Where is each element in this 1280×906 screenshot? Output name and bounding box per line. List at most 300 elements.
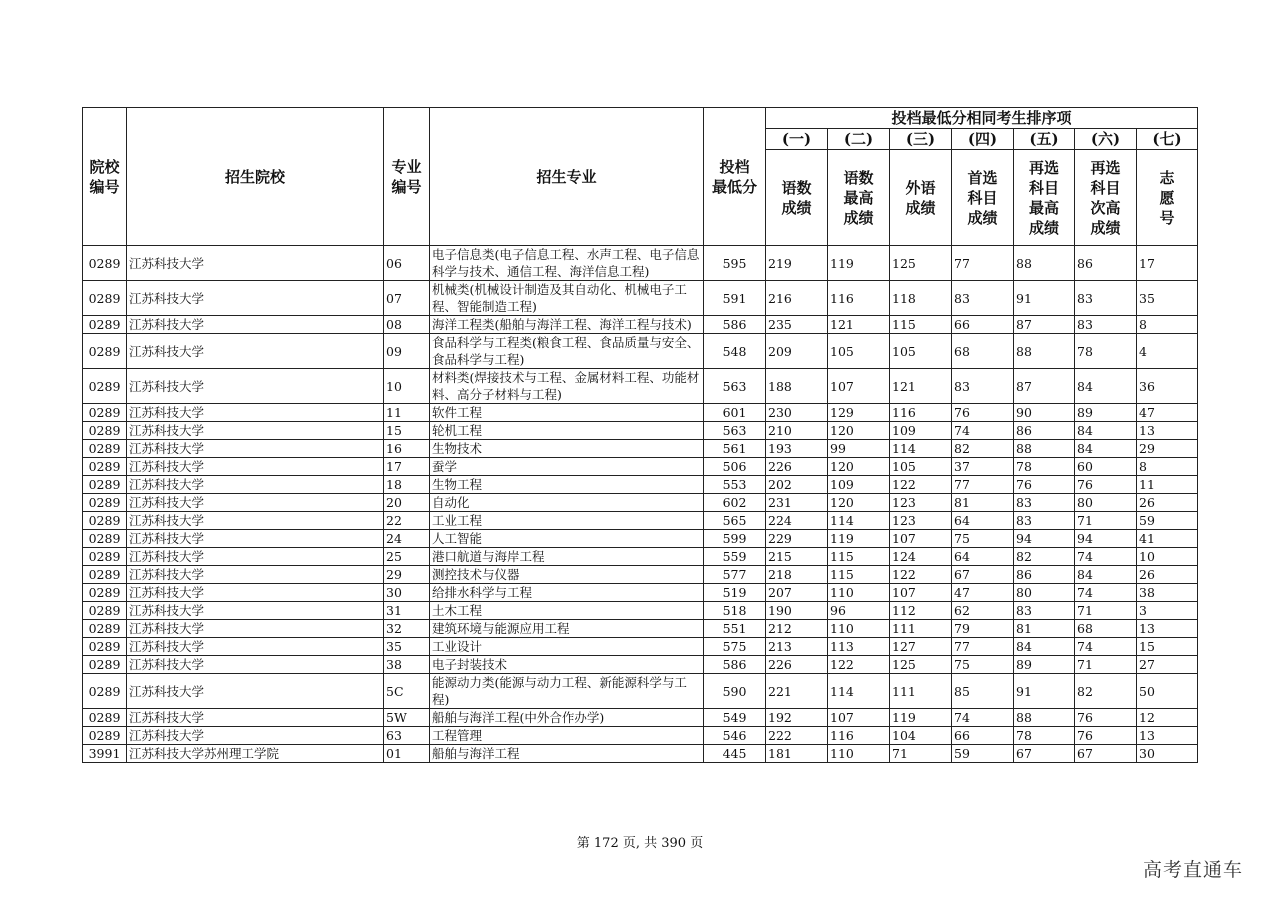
table-body (83, 246, 1198, 763)
tiebreak-value-cell: 74 (952, 422, 1014, 440)
header-min-score: 投档 最低分 (704, 108, 766, 246)
tiebreak-value-cell: 11 (1137, 476, 1198, 494)
tiebreak-value-cell: 99 (828, 440, 890, 458)
tiebreak-value-cell: 59 (952, 745, 1014, 763)
tiebreak-value-cell: 17 (1137, 246, 1198, 281)
min-score-cell: 602 (704, 494, 766, 512)
major-name-cell: 机械类(机械设计制造及其自动化、机械电子工程、智能制造工程) (430, 281, 704, 316)
tiebreak-value-cell: 86 (1075, 246, 1137, 281)
tiebreak-value-cell: 115 (828, 548, 890, 566)
tiebreak-value-cell: 71 (1075, 656, 1137, 674)
school-code-cell: 0289 (83, 440, 127, 458)
tiebreak-value-cell: 47 (1137, 404, 1198, 422)
major-code-cell: 35 (384, 638, 430, 656)
tiebreak-value-cell: 129 (828, 404, 890, 422)
school-name-cell: 江苏科技大学苏州理工学院 (127, 745, 384, 763)
table-row (83, 494, 1198, 512)
tiebreak-value-cell: 83 (1014, 512, 1075, 530)
tiebreak-value-cell: 74 (1075, 548, 1137, 566)
tiebreak-value-cell: 78 (1014, 458, 1075, 476)
table-row (83, 404, 1198, 422)
school-name-cell: 江苏科技大学 (127, 422, 384, 440)
tiebreak-value-cell: 66 (952, 727, 1014, 745)
header-major-name: 招生专业 (430, 108, 704, 246)
tiebreak-value-cell: 82 (1014, 548, 1075, 566)
tiebreak-value-cell: 13 (1137, 422, 1198, 440)
tiebreak-value-cell: 88 (1014, 246, 1075, 281)
major-name-cell: 海洋工程类(船舶与海洋工程、海洋工程与技术) (430, 316, 704, 334)
tiebreak-value-cell: 124 (890, 548, 952, 566)
header-tiebreak-item: 语数 最高 成绩 (828, 150, 890, 246)
tiebreak-value-cell: 110 (828, 620, 890, 638)
table-row (83, 727, 1198, 745)
major-code-cell: 01 (384, 745, 430, 763)
tiebreak-value-cell: 107 (828, 369, 890, 404)
school-code-cell: 0289 (83, 404, 127, 422)
tiebreak-value-cell: 119 (890, 709, 952, 727)
admission-score-table (82, 107, 1198, 763)
header-tiebreak-item: 志 愿 号 (1137, 150, 1198, 246)
major-name-cell: 软件工程 (430, 404, 704, 422)
min-score-cell: 549 (704, 709, 766, 727)
tiebreak-value-cell: 121 (890, 369, 952, 404)
min-score-cell: 601 (704, 404, 766, 422)
page-footer: 第 172 页, 共 390 页 (576, 836, 704, 851)
school-code-cell: 0289 (83, 566, 127, 584)
min-score-cell: 595 (704, 246, 766, 281)
min-score-cell: 591 (704, 281, 766, 316)
tiebreak-value-cell: 105 (890, 334, 952, 369)
tiebreak-value-cell: 115 (890, 316, 952, 334)
tiebreak-value-cell: 64 (952, 512, 1014, 530)
table-row (83, 584, 1198, 602)
school-code-cell: 0289 (83, 512, 127, 530)
table-row (83, 566, 1198, 584)
major-name-cell: 港口航道与海岸工程 (430, 548, 704, 566)
table-row (83, 620, 1198, 638)
major-code-cell: 25 (384, 548, 430, 566)
tiebreak-value-cell: 116 (828, 727, 890, 745)
header-tiebreak-num: (二) (828, 129, 890, 150)
min-score-cell: 599 (704, 530, 766, 548)
tiebreak-value-cell: 84 (1014, 638, 1075, 656)
tiebreak-value-cell: 91 (1014, 281, 1075, 316)
school-code-cell: 3991 (83, 745, 127, 763)
min-score-cell: 551 (704, 620, 766, 638)
tiebreak-value-cell: 26 (1137, 566, 1198, 584)
tiebreak-value-cell: 35 (1137, 281, 1198, 316)
tiebreak-value-cell: 86 (1014, 422, 1075, 440)
major-name-cell: 能源动力类(能源与动力工程、新能源科学与工程) (430, 674, 704, 709)
header-tiebreak-num: (六) (1075, 129, 1137, 150)
school-name-cell: 江苏科技大学 (127, 638, 384, 656)
major-code-cell: 5W (384, 709, 430, 727)
tiebreak-value-cell: 13 (1137, 620, 1198, 638)
tiebreak-value-cell: 120 (828, 458, 890, 476)
tiebreak-value-cell: 86 (1014, 566, 1075, 584)
major-code-cell: 16 (384, 440, 430, 458)
tiebreak-value-cell: 215 (766, 548, 828, 566)
major-name-cell: 建筑环境与能源应用工程 (430, 620, 704, 638)
school-code-cell: 0289 (83, 656, 127, 674)
school-name-cell: 江苏科技大学 (127, 548, 384, 566)
tiebreak-value-cell: 125 (890, 656, 952, 674)
tiebreak-value-cell: 27 (1137, 656, 1198, 674)
school-name-cell: 江苏科技大学 (127, 334, 384, 369)
tiebreak-value-cell: 125 (890, 246, 952, 281)
school-code-cell: 0289 (83, 530, 127, 548)
tiebreak-value-cell: 41 (1137, 530, 1198, 548)
table-row (83, 316, 1198, 334)
school-code-cell: 0289 (83, 674, 127, 709)
header-tiebreak-item: 再选 科目 最高 成绩 (1014, 150, 1075, 246)
min-score-cell: 586 (704, 656, 766, 674)
major-code-cell: 30 (384, 584, 430, 602)
tiebreak-value-cell: 231 (766, 494, 828, 512)
major-code-cell: 63 (384, 727, 430, 745)
tiebreak-value-cell: 38 (1137, 584, 1198, 602)
major-code-cell: 32 (384, 620, 430, 638)
major-code-cell: 18 (384, 476, 430, 494)
tiebreak-value-cell: 88 (1014, 440, 1075, 458)
tiebreak-value-cell: 68 (952, 334, 1014, 369)
tiebreak-value-cell: 74 (952, 709, 1014, 727)
tiebreak-value-cell: 202 (766, 476, 828, 494)
min-score-cell: 445 (704, 745, 766, 763)
tiebreak-value-cell: 82 (952, 440, 1014, 458)
tiebreak-value-cell: 85 (952, 674, 1014, 709)
tiebreak-value-cell: 76 (952, 404, 1014, 422)
tiebreak-value-cell: 213 (766, 638, 828, 656)
school-name-cell: 江苏科技大学 (127, 530, 384, 548)
school-code-cell: 0289 (83, 727, 127, 745)
tiebreak-value-cell: 83 (1075, 281, 1137, 316)
tiebreak-value-cell: 13 (1137, 727, 1198, 745)
table-row (83, 512, 1198, 530)
tiebreak-value-cell: 88 (1014, 709, 1075, 727)
school-name-cell: 江苏科技大学 (127, 674, 384, 709)
tiebreak-value-cell: 109 (890, 422, 952, 440)
table-row (83, 709, 1198, 727)
tiebreak-value-cell: 229 (766, 530, 828, 548)
tiebreak-value-cell: 83 (1014, 602, 1075, 620)
tiebreak-value-cell: 88 (1014, 334, 1075, 369)
major-code-cell: 11 (384, 404, 430, 422)
tiebreak-value-cell: 81 (952, 494, 1014, 512)
school-code-cell: 0289 (83, 476, 127, 494)
major-code-cell: 17 (384, 458, 430, 476)
tiebreak-value-cell: 105 (828, 334, 890, 369)
school-name-cell: 江苏科技大学 (127, 512, 384, 530)
tiebreak-value-cell: 36 (1137, 369, 1198, 404)
tiebreak-value-cell: 192 (766, 709, 828, 727)
school-code-cell: 0289 (83, 281, 127, 316)
tiebreak-value-cell: 29 (1137, 440, 1198, 458)
school-name-cell: 江苏科技大学 (127, 602, 384, 620)
header-tiebreak-num: (一) (766, 129, 828, 150)
school-name-cell: 江苏科技大学 (127, 404, 384, 422)
tiebreak-value-cell: 188 (766, 369, 828, 404)
header-tiebreak-group: 投档最低分相同考生排序项 (766, 108, 1198, 129)
major-name-cell: 给排水科学与工程 (430, 584, 704, 602)
major-code-cell: 29 (384, 566, 430, 584)
header-tiebreak-item: 外语 成绩 (890, 150, 952, 246)
tiebreak-value-cell: 80 (1075, 494, 1137, 512)
major-name-cell: 材料类(焊接技术与工程、金属材料工程、功能材料、高分子材料与工程) (430, 369, 704, 404)
tiebreak-value-cell: 83 (952, 281, 1014, 316)
tiebreak-value-cell: 212 (766, 620, 828, 638)
tiebreak-value-cell: 50 (1137, 674, 1198, 709)
school-code-cell: 0289 (83, 709, 127, 727)
school-name-cell: 江苏科技大学 (127, 620, 384, 638)
tiebreak-value-cell: 94 (1075, 530, 1137, 548)
tiebreak-value-cell: 123 (890, 494, 952, 512)
tiebreak-value-cell: 112 (890, 602, 952, 620)
tiebreak-value-cell: 64 (952, 548, 1014, 566)
table-row (83, 745, 1198, 763)
school-code-cell: 0289 (83, 494, 127, 512)
tiebreak-value-cell: 120 (828, 422, 890, 440)
school-code-cell: 0289 (83, 458, 127, 476)
tiebreak-value-cell: 123 (890, 512, 952, 530)
school-code-cell: 0289 (83, 246, 127, 281)
tiebreak-value-cell: 89 (1014, 656, 1075, 674)
tiebreak-value-cell: 76 (1075, 709, 1137, 727)
tiebreak-value-cell: 181 (766, 745, 828, 763)
tiebreak-value-cell: 68 (1075, 620, 1137, 638)
table-row (83, 458, 1198, 476)
tiebreak-value-cell: 104 (890, 727, 952, 745)
school-code-cell: 0289 (83, 602, 127, 620)
school-code-cell: 0289 (83, 369, 127, 404)
tiebreak-value-cell: 76 (1075, 727, 1137, 745)
min-score-cell: 548 (704, 334, 766, 369)
tiebreak-value-cell: 230 (766, 404, 828, 422)
tiebreak-value-cell: 26 (1137, 494, 1198, 512)
tiebreak-value-cell: 118 (890, 281, 952, 316)
tiebreak-value-cell: 224 (766, 512, 828, 530)
school-name-cell: 江苏科技大学 (127, 440, 384, 458)
school-name-cell: 江苏科技大学 (127, 584, 384, 602)
major-code-cell: 24 (384, 530, 430, 548)
tiebreak-value-cell: 110 (828, 584, 890, 602)
tiebreak-value-cell: 122 (890, 476, 952, 494)
tiebreak-value-cell: 8 (1137, 316, 1198, 334)
header-tiebreak-num: (五) (1014, 129, 1075, 150)
tiebreak-value-cell: 77 (952, 246, 1014, 281)
header-major-code: 专业 编号 (384, 108, 430, 246)
tiebreak-value-cell: 222 (766, 727, 828, 745)
tiebreak-value-cell: 114 (890, 440, 952, 458)
tiebreak-value-cell: 235 (766, 316, 828, 334)
tiebreak-value-cell: 122 (828, 656, 890, 674)
school-name-cell: 江苏科技大学 (127, 727, 384, 745)
table-row (83, 602, 1198, 620)
header-tiebreak-item: 再选 科目 次高 成绩 (1075, 150, 1137, 246)
major-code-cell: 22 (384, 512, 430, 530)
major-code-cell: 38 (384, 656, 430, 674)
school-name-cell: 江苏科技大学 (127, 369, 384, 404)
table-row (83, 281, 1198, 316)
major-name-cell: 测控技术与仪器 (430, 566, 704, 584)
tiebreak-value-cell: 114 (828, 674, 890, 709)
major-name-cell: 工业设计 (430, 638, 704, 656)
school-name-cell: 江苏科技大学 (127, 281, 384, 316)
tiebreak-value-cell: 81 (1014, 620, 1075, 638)
major-name-cell: 食品科学与工程类(粮食工程、食品质量与安全、食品科学与工程) (430, 334, 704, 369)
tiebreak-value-cell: 77 (952, 638, 1014, 656)
tiebreak-value-cell: 107 (890, 530, 952, 548)
tiebreak-value-cell: 83 (1075, 316, 1137, 334)
table-row (83, 476, 1198, 494)
tiebreak-value-cell: 190 (766, 602, 828, 620)
header-tiebreak-item: 首选 科目 成绩 (952, 150, 1014, 246)
tiebreak-value-cell: 71 (890, 745, 952, 763)
major-name-cell: 蚕学 (430, 458, 704, 476)
tiebreak-value-cell: 84 (1075, 440, 1137, 458)
tiebreak-value-cell: 74 (1075, 584, 1137, 602)
table-row (83, 440, 1198, 458)
tiebreak-value-cell: 80 (1014, 584, 1075, 602)
tiebreak-value-cell: 216 (766, 281, 828, 316)
tiebreak-value-cell: 193 (766, 440, 828, 458)
major-code-cell: 20 (384, 494, 430, 512)
tiebreak-value-cell: 91 (1014, 674, 1075, 709)
tiebreak-value-cell: 116 (890, 404, 952, 422)
school-name-cell: 江苏科技大学 (127, 566, 384, 584)
school-name-cell: 江苏科技大学 (127, 494, 384, 512)
tiebreak-value-cell: 71 (1075, 602, 1137, 620)
min-score-cell: 506 (704, 458, 766, 476)
min-score-cell: 575 (704, 638, 766, 656)
tiebreak-value-cell: 84 (1075, 369, 1137, 404)
major-name-cell: 土木工程 (430, 602, 704, 620)
tiebreak-value-cell: 122 (890, 566, 952, 584)
min-score-cell: 546 (704, 727, 766, 745)
school-name-cell: 江苏科技大学 (127, 246, 384, 281)
school-code-cell: 0289 (83, 584, 127, 602)
tiebreak-value-cell: 120 (828, 494, 890, 512)
min-score-cell: 519 (704, 584, 766, 602)
tiebreak-value-cell: 47 (952, 584, 1014, 602)
tiebreak-value-cell: 12 (1137, 709, 1198, 727)
major-code-cell: 15 (384, 422, 430, 440)
tiebreak-value-cell: 219 (766, 246, 828, 281)
school-code-cell: 0289 (83, 638, 127, 656)
tiebreak-value-cell: 90 (1014, 404, 1075, 422)
header-tiebreak-num: (四) (952, 129, 1014, 150)
header-tiebreak-item: 语数 成绩 (766, 150, 828, 246)
tiebreak-value-cell: 67 (952, 566, 1014, 584)
watermark: 高考直通车 (1143, 859, 1244, 881)
min-score-cell: 590 (704, 674, 766, 709)
header-tiebreak-num: (七) (1137, 129, 1198, 150)
tiebreak-value-cell: 221 (766, 674, 828, 709)
major-name-cell: 工程管理 (430, 727, 704, 745)
min-score-cell: 565 (704, 512, 766, 530)
major-code-cell: 08 (384, 316, 430, 334)
tiebreak-value-cell: 87 (1014, 369, 1075, 404)
tiebreak-value-cell: 105 (890, 458, 952, 476)
tiebreak-value-cell: 111 (890, 674, 952, 709)
min-score-cell: 577 (704, 566, 766, 584)
tiebreak-value-cell: 114 (828, 512, 890, 530)
tiebreak-value-cell: 74 (1075, 638, 1137, 656)
header-school-name: 招生院校 (127, 108, 384, 246)
tiebreak-value-cell: 62 (952, 602, 1014, 620)
tiebreak-value-cell: 30 (1137, 745, 1198, 763)
major-name-cell: 电子信息类(电子信息工程、水声工程、电子信息科学与技术、通信工程、海洋信息工程) (430, 246, 704, 281)
major-name-cell: 船舶与海洋工程(中外合作办学) (430, 709, 704, 727)
major-code-cell: 06 (384, 246, 430, 281)
school-code-cell: 0289 (83, 316, 127, 334)
table-row (83, 369, 1198, 404)
tiebreak-value-cell: 76 (1075, 476, 1137, 494)
major-code-cell: 10 (384, 369, 430, 404)
major-name-cell: 工业工程 (430, 512, 704, 530)
tiebreak-value-cell: 8 (1137, 458, 1198, 476)
tiebreak-value-cell: 89 (1075, 404, 1137, 422)
table-row (83, 246, 1198, 281)
tiebreak-value-cell: 66 (952, 316, 1014, 334)
major-name-cell: 轮机工程 (430, 422, 704, 440)
school-name-cell: 江苏科技大学 (127, 656, 384, 674)
tiebreak-value-cell: 78 (1014, 727, 1075, 745)
tiebreak-value-cell: 210 (766, 422, 828, 440)
tiebreak-value-cell: 15 (1137, 638, 1198, 656)
school-name-cell: 江苏科技大学 (127, 476, 384, 494)
min-score-cell: 563 (704, 369, 766, 404)
tiebreak-value-cell: 75 (952, 530, 1014, 548)
tiebreak-value-cell: 96 (828, 602, 890, 620)
major-code-cell: 31 (384, 602, 430, 620)
major-name-cell: 生物工程 (430, 476, 704, 494)
table-row (83, 674, 1198, 709)
major-name-cell: 生物技术 (430, 440, 704, 458)
major-name-cell: 电子封装技术 (430, 656, 704, 674)
tiebreak-value-cell: 3 (1137, 602, 1198, 620)
tiebreak-value-cell: 79 (952, 620, 1014, 638)
tiebreak-value-cell: 110 (828, 745, 890, 763)
tiebreak-value-cell: 107 (828, 709, 890, 727)
table-row (83, 334, 1198, 369)
tiebreak-value-cell: 113 (828, 638, 890, 656)
tiebreak-value-cell: 119 (828, 246, 890, 281)
tiebreak-value-cell: 107 (890, 584, 952, 602)
tiebreak-value-cell: 116 (828, 281, 890, 316)
tiebreak-value-cell: 59 (1137, 512, 1198, 530)
school-code-cell: 0289 (83, 548, 127, 566)
min-score-cell: 559 (704, 548, 766, 566)
tiebreak-value-cell: 121 (828, 316, 890, 334)
table-row (83, 422, 1198, 440)
table-row (83, 638, 1198, 656)
table-row (83, 656, 1198, 674)
major-code-cell: 5C (384, 674, 430, 709)
tiebreak-value-cell: 218 (766, 566, 828, 584)
tiebreak-value-cell: 78 (1075, 334, 1137, 369)
tiebreak-value-cell: 60 (1075, 458, 1137, 476)
tiebreak-value-cell: 111 (890, 620, 952, 638)
tiebreak-value-cell: 82 (1075, 674, 1137, 709)
tiebreak-value-cell: 207 (766, 584, 828, 602)
major-name-cell: 人工智能 (430, 530, 704, 548)
tiebreak-value-cell: 83 (1014, 494, 1075, 512)
tiebreak-value-cell: 37 (952, 458, 1014, 476)
tiebreak-value-cell: 84 (1075, 566, 1137, 584)
tiebreak-value-cell: 84 (1075, 422, 1137, 440)
major-name-cell: 自动化 (430, 494, 704, 512)
